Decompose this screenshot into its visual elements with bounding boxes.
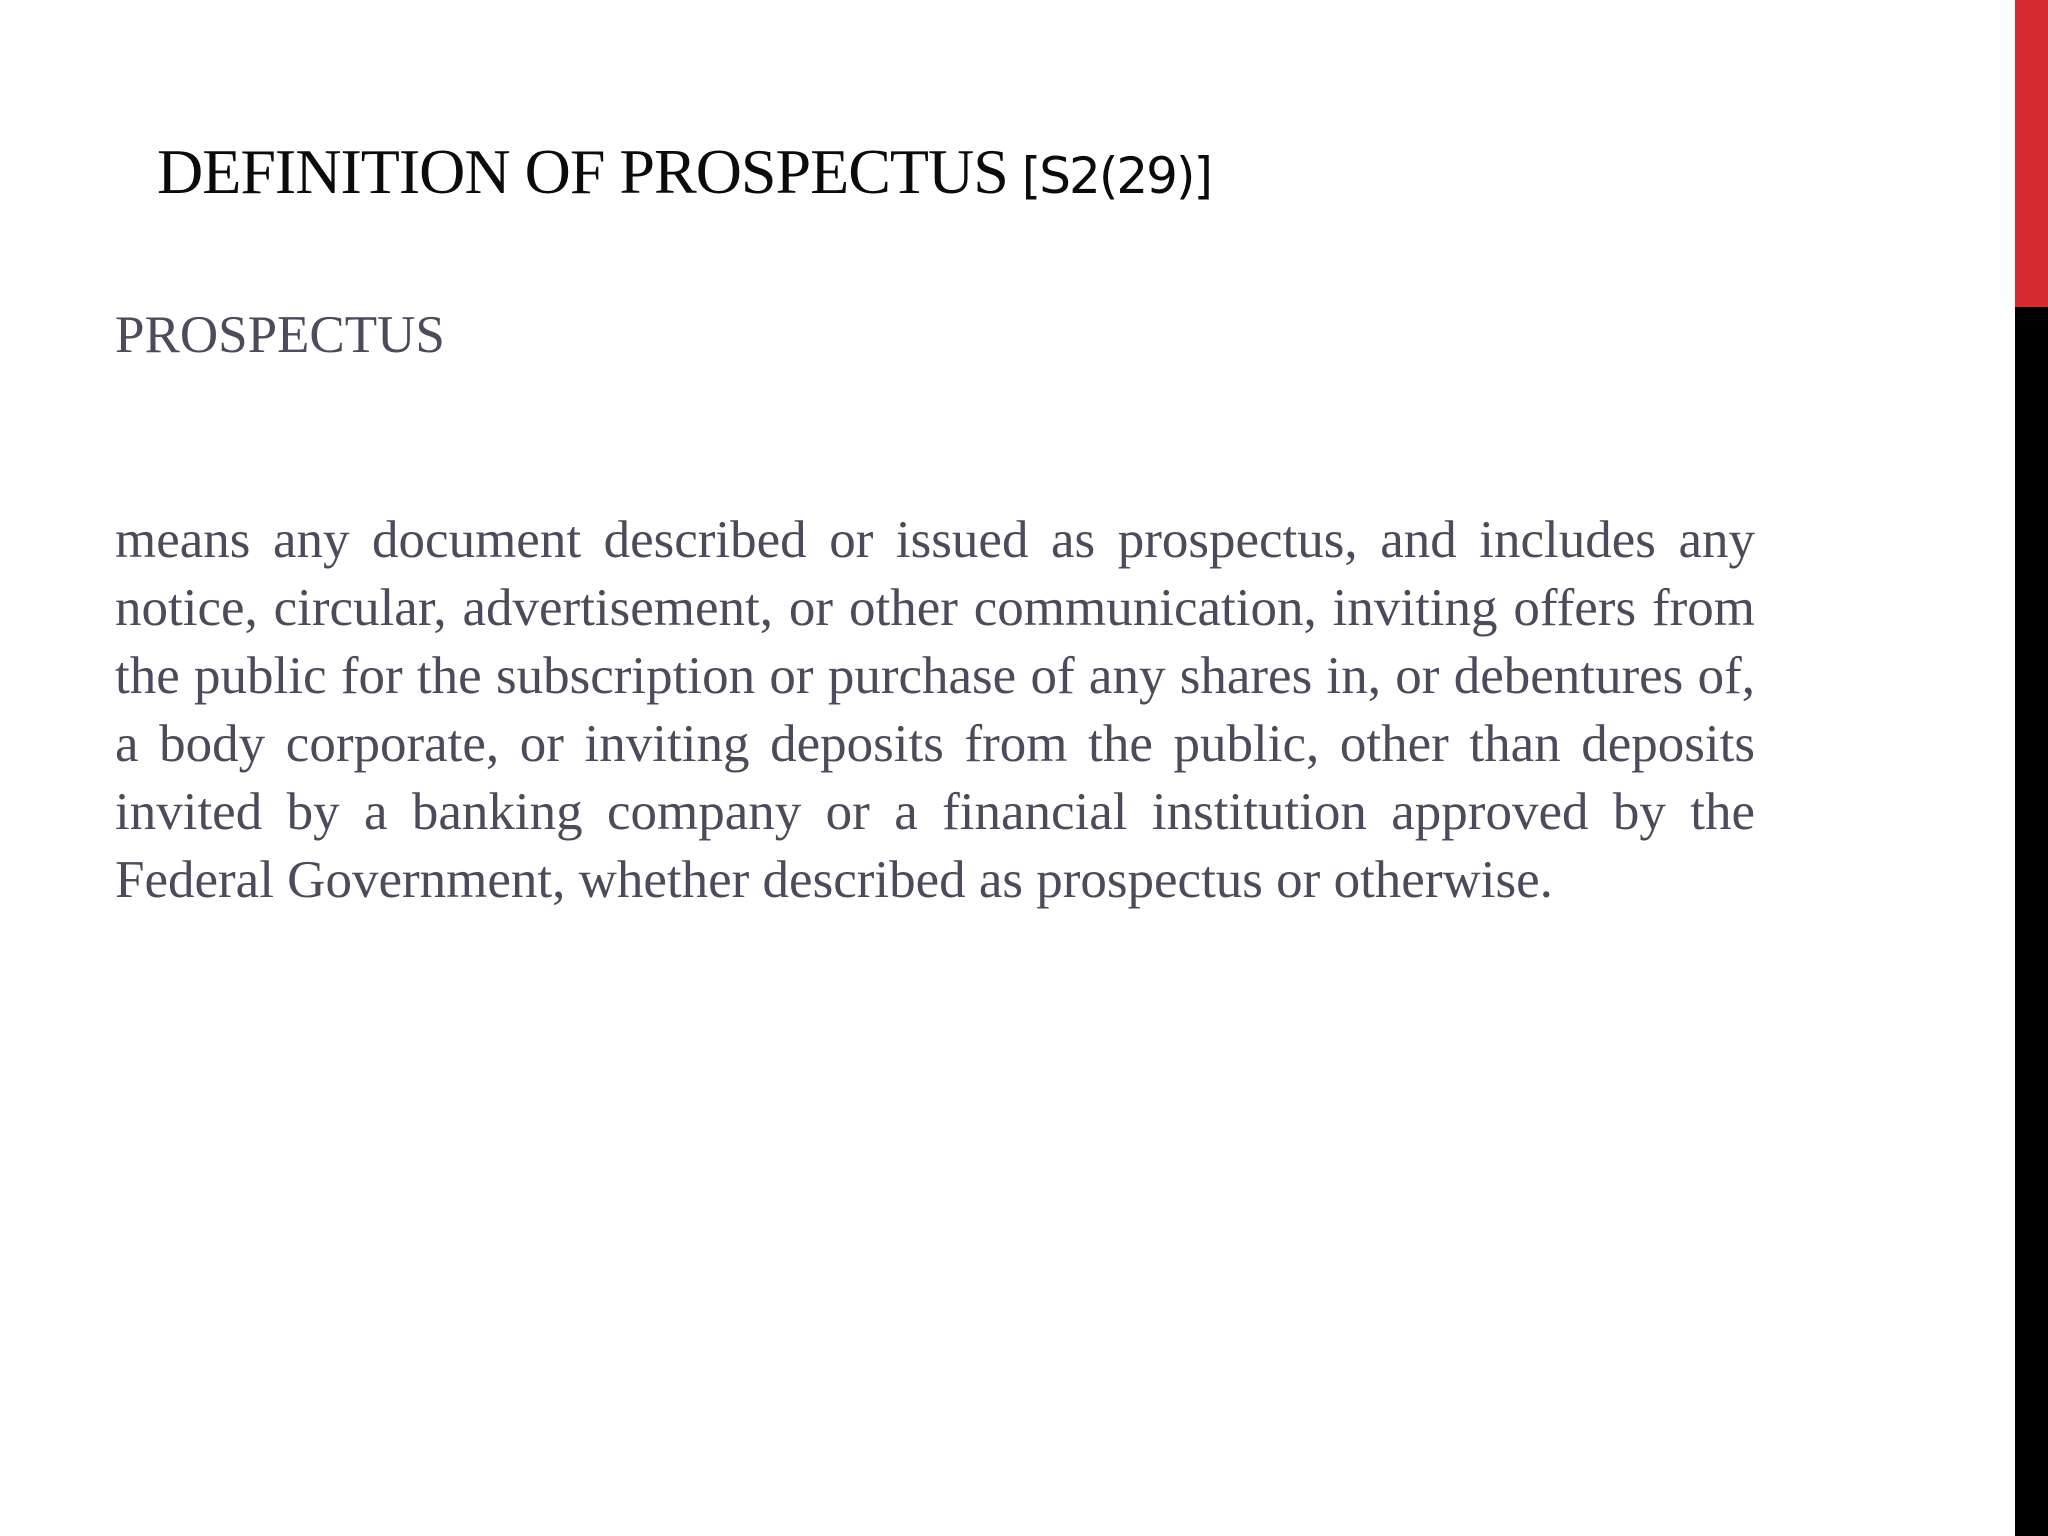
side-accent-bar: [2015, 0, 2048, 1536]
slide-title-main: DEFINITION OF PROSPECTUS: [157, 136, 1008, 207]
slide-title-section-ref: [S2(29)]: [1021, 147, 1211, 205]
definition-paragraph: means any document described or issued as prospectus, and includes any notice, circular, advertisement, or other communication, inviting offers from the public for the subscription or purchase of any shares in, or debentures of, a body corporate, or inviting deposits from the public, other than deposits invited by a banking company or a financial institution approved by the Federal Government, whether described as prospectus or otherwise.: [115, 511, 1755, 909]
slide-title: [157, 132, 1211, 216]
term-heading: PROSPECTUS: [115, 306, 445, 364]
side-accent-black: [2015, 307, 2048, 1536]
side-accent-red: [2015, 0, 2048, 307]
